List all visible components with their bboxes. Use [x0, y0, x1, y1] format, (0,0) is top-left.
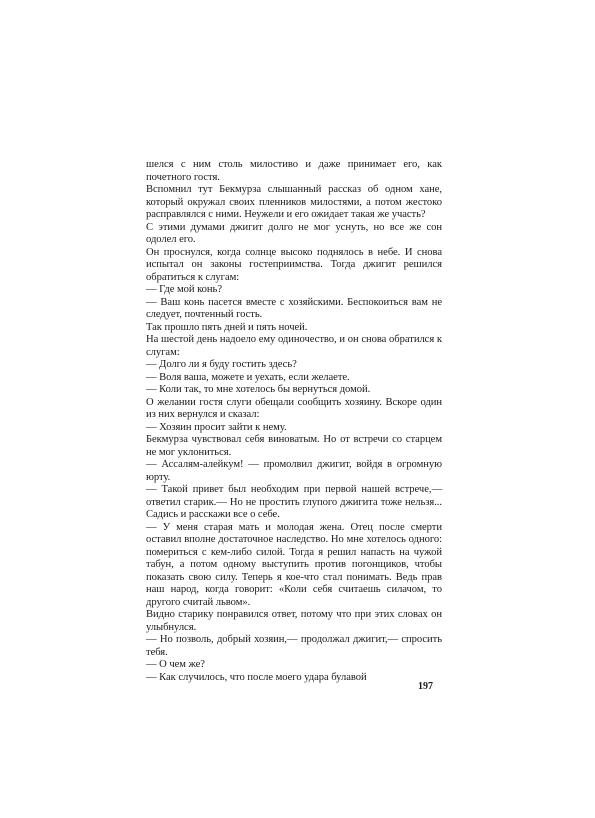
paragraph: Он проснулся, когда солнце высоко поднялось в небе. И снова испытал он законы гостеприимства. Тогда джигит решился обратиться к слугам:: [146, 246, 442, 283]
paragraph: — Где мой конь?: [146, 284, 222, 295]
paragraph: Вспомнил тут Бекмурза слышанный рассказ об одном хане, который окружал своих пленников милостями, а потом жестоко расправлялся с ними. Неужели и его ожидает такая же участь?: [146, 184, 442, 220]
paragraph: — Воля ваша, можете и уехать, если желаете.: [146, 371, 350, 383]
paragraph: Бекмурза чувствовал себя виноватым. Но от встречи со старцем не мог уклониться.: [146, 434, 442, 458]
paragraph: — Коли так, то мне хотелось бы вернуться домой.: [146, 384, 371, 395]
paragraph: — Долго ли я буду гостить здесь?: [146, 359, 297, 370]
paragraph: О желании гостя слуги обещали сообщить хозяину. Вскоре один из них вернулся и сказал:: [146, 396, 442, 420]
paragraph: — Такой привет был необходим при первой нашей встрече,— ответил старик.— Но не простить глупого джигита тоже нельзя... Садись и расскажи все о себе.: [146, 484, 442, 520]
paragraph: — У меня старая мать и молодая жена. Отец после смерти оставил вполне достаточное наследство. Но мне хотелось одного: помериться с кем-либо силой. Тогда я решил напасть на чужой табун, а потом одному выступить против погонщиков, чтобы показать свою силу. Теперь я кое-что стал понимать. Ведь прав наш народ, когда говорит: «Коли себя считаешь силачом, то другого считай львом».: [146, 521, 442, 608]
paragraph: — О чем же?: [146, 659, 205, 670]
paragraph: шелся с ним столь милостиво и даже принимает его, как почетного гостя.: [146, 159, 442, 183]
paragraph: Видно старику понравился ответ, потому что при этих словах он улыбнулся.: [146, 609, 442, 633]
paragraph: Так прошло пять дней и пять ночей.: [146, 321, 308, 333]
paragraph: — Как случилось, что после моего удара булавой: [146, 671, 367, 683]
paragraph: На шестой день надоело ему одиночество, и он снова обратился к слугам:: [146, 334, 442, 358]
page-body-text: [146, 159, 442, 684]
paragraph: — Ассалям-алейкум! — промолвил джигит, войдя в огромную юрту.: [146, 459, 442, 483]
page-number: 197: [418, 681, 433, 692]
paragraph: — Но позволь, добрый хозяин,— продолжал джигит,— спросить тебя.: [146, 634, 442, 658]
paragraph: С этими думами джигит долго не мог уснуть, но все же сон одолел его.: [146, 221, 442, 245]
paragraph: — Хозяин просит зайти к нему.: [146, 421, 287, 433]
paragraph: — Ваш конь пасется вместе с хозяйскими. Беспокоиться вам не следует, почтенный гость.: [146, 296, 442, 320]
